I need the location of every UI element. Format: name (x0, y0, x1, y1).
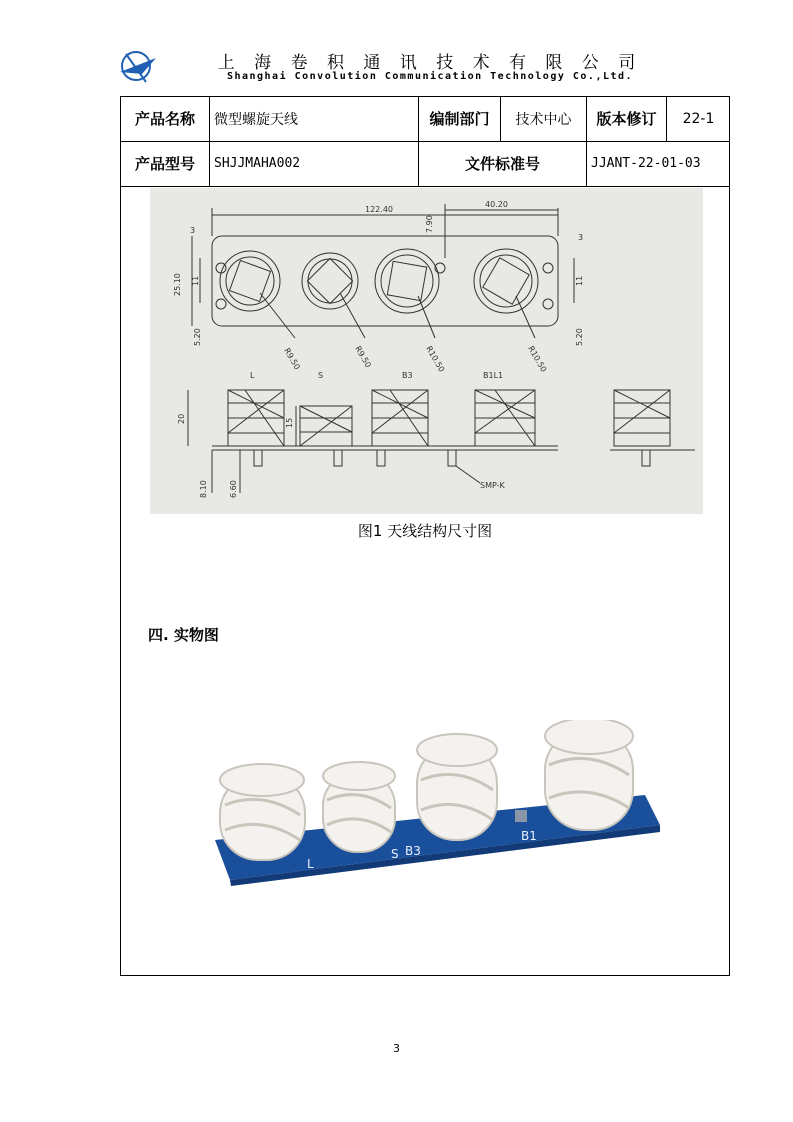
photo-label-b1: B1 (521, 829, 537, 843)
svg-text:25.10: 25.10 (173, 273, 182, 296)
model-value: SHJJMAHA002 (214, 156, 301, 171)
svg-text:R10.50: R10.50 (424, 344, 447, 374)
svg-text:3: 3 (190, 226, 196, 235)
dim-total-text: 122.40 (365, 205, 393, 214)
svg-text:B1L1: B1L1 (483, 371, 504, 380)
revision-value: 22-1 (682, 110, 715, 127)
svg-text:R9.50: R9.50 (282, 346, 302, 372)
svg-text:R9.50: R9.50 (353, 344, 373, 370)
doc-no-label: 文件标准号 (464, 155, 540, 173)
revision-label: 版本修订 (596, 110, 657, 128)
photo-label-l: L (307, 857, 314, 871)
page-number: 3 (393, 1042, 400, 1055)
company-name-en: Shanghai Convolution Communication Technology Co.,Ltd. (226, 71, 634, 82)
dept-value: 技术中心 (515, 111, 572, 128)
photo-label-b3: B3 (405, 844, 421, 858)
svg-text:15: 15 (285, 417, 294, 428)
svg-text:B3: B3 (402, 371, 413, 380)
dim-pitch-text: 40.20 (485, 200, 508, 209)
svg-text:3: 3 (578, 233, 584, 242)
svg-text:SMP-K: SMP-K (480, 481, 505, 490)
product-name-label: 产品名称 (134, 110, 195, 128)
dept-label: 编制部门 (429, 110, 490, 128)
figure-caption: 图1 天线结构尺寸图 (357, 522, 493, 540)
svg-text:20: 20 (177, 413, 186, 424)
svg-text:8.10: 8.10 (199, 480, 208, 498)
model-label: 产品型号 (134, 155, 195, 173)
svg-text:R10.50: R10.50 (526, 344, 549, 374)
product-name-value: 微型螺旋天线 (214, 111, 298, 128)
section-title: 四. 实物图 (148, 626, 219, 644)
antenna-photo (205, 720, 665, 895)
svg-text:5.20: 5.20 (575, 328, 584, 346)
svg-text:7.90: 7.90 (425, 215, 434, 233)
svg-text:S: S (318, 371, 324, 380)
svg-text:6.60: 6.60 (229, 480, 238, 498)
antenna-dimension-drawing (150, 188, 703, 514)
svg-text:11: 11 (191, 275, 200, 286)
svg-text:11: 11 (575, 275, 584, 286)
svg-text:L: L (250, 371, 255, 380)
doc-no-value: JJANT-22-01-03 (591, 156, 701, 171)
svg-text:5.20: 5.20 (193, 328, 202, 346)
company-name-cn: 上 海 卷 积 通 讯 技 术 有 限 公 司 (217, 53, 643, 73)
photo-label-s: S (391, 847, 399, 861)
